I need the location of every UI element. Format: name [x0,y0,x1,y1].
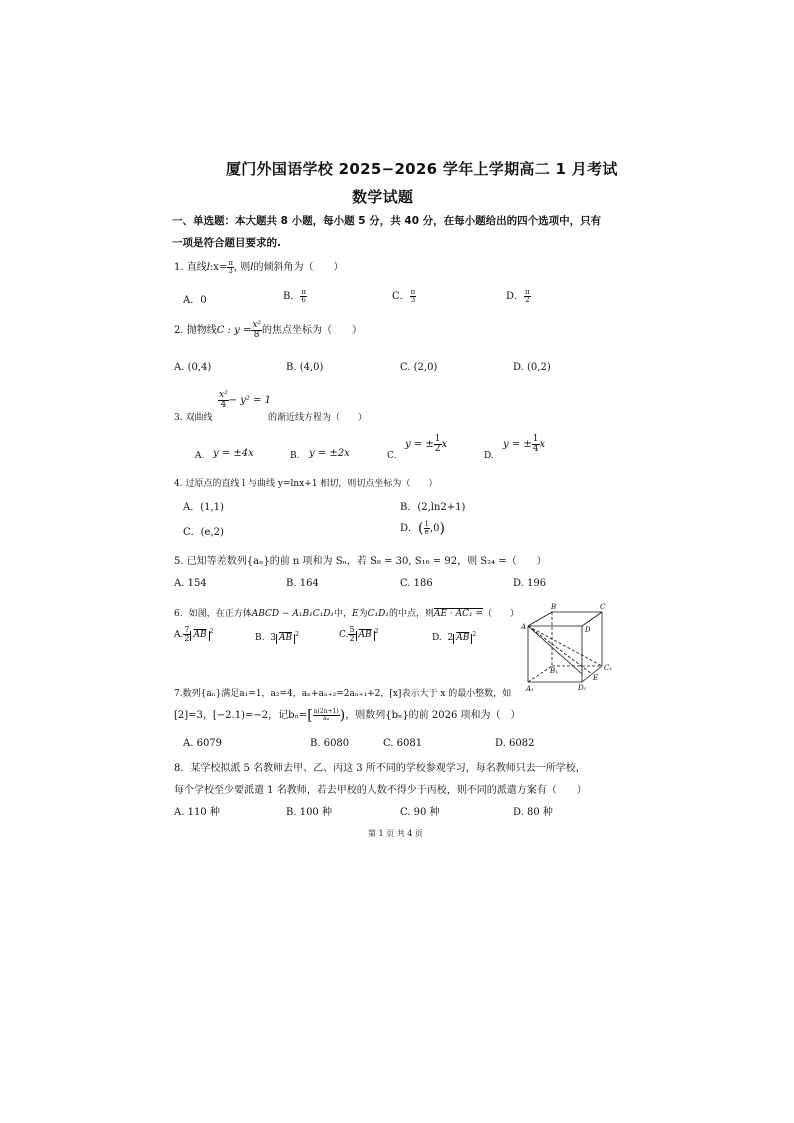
question-7-option-a[interactable]: A. 6079 [183,738,223,749]
question-7-line1: 7.数列{aₙ}满足a₁=1，a₂=4，aₙ+aₙ₊₂=2aₙ₊₁+2，[x]表示大于 x 的最小整数，如 [174,689,512,699]
figure-label-c: C [600,603,606,611]
question-3-option-d[interactable]: D. [484,451,494,461]
question-5-option-c[interactable]: C. 186 [400,578,433,589]
question-8-line2: 每个学校至少要派遣 1 名教师，若去甲校的人数不得少于丙校，则不同的派遣方案有（ ） [174,785,587,796]
page-footer: 第 1 页 共 4 页 [368,829,423,838]
question-2-option-d[interactable]: D. (0,2) [513,362,551,373]
question-2-option-c[interactable]: C. (2,0) [400,362,438,373]
question-1-option-d[interactable]: D． $\frac{\pi}{2}$ [506,288,530,304]
question-7-option-b[interactable]: B. 6080 [310,738,350,749]
question-4-option-d[interactable]: D．( $\frac{1}{e}$ ,0) [400,520,445,537]
question-3-option-d-value[interactable]: y = ± $\frac{1}{4}$ x [503,434,546,454]
figure-label-d1: D₁ [578,684,587,692]
question-5-option-a[interactable]: A. 154 [174,578,207,589]
question-4-stem: 4. 过原点的直线 l 与曲线 y=lnx+1 相切，则切点坐标为（ ） [174,479,438,489]
question-7-line2: [2]=3，[−2.1)=−2，记bₙ=[ $\frac{n(2n+1)}{\text{aₙ}}$ )，则数列{bₙ}的前 2026 项和为（ ） [174,707,521,724]
question-6-option-d[interactable]: D. 2 $\overline{AB}$ $^2$ [432,631,477,643]
question-5-option-d[interactable]: D. 196 [513,578,547,589]
section-heading-line1: 一、单选题：本大题共 8 小题，每小题 5 分，共 40 分，在每小题给出的四个选项中，只有 [172,215,602,227]
cube-figure [518,600,622,696]
section-heading-line2: 一项是符合题目要求的. [172,237,281,249]
figure-label-a1: A₁ [526,685,534,693]
figure-label-d: D [585,626,591,634]
question-7-option-d[interactable]: D. 6082 [495,738,535,749]
question-3-option-c-value[interactable]: y = ± $\frac{1}{2}$ x [405,434,448,454]
question-4-option-c[interactable]: C．(e,2) [183,527,224,538]
question-8-option-c[interactable]: C. 90 种 [400,807,440,818]
question-1-option-b[interactable]: B． $\frac{\pi}{6}$ [283,288,306,304]
exam-title: 厦门外国语学校 2025−2026 学年上学期高二 1 月考试 [226,160,618,178]
question-3-option-b[interactable]: B. [290,451,300,461]
question-1-option-c[interactable]: C． $\frac{\pi}{3}$ [392,288,416,304]
question-8-line1: 8．某学校拟派 5 名教师去甲、乙、丙这 3 所不同的学校参观学习，每名教师只去一所学校， [174,763,586,774]
question-8-option-a[interactable]: A. 110 种 [174,807,220,818]
question-7-option-c[interactable]: C. 6081 [383,738,423,749]
question-1-stem: 1. 直线l:x= $\frac{\pi}{3}$ , 则l的倾斜角为（ ） [174,259,344,275]
figure-label-b1: B₁ [550,667,558,675]
question-2-option-a[interactable]: A. (0,4) [174,362,212,373]
figure-label-e: E [593,674,599,682]
figure-label-c1: C₁ [604,664,613,672]
question-3-option-c[interactable]: C. [387,451,397,461]
question-3-option-a-value[interactable]: y = ±4x [213,448,254,459]
question-6-option-b[interactable]: B. 3 $\overline{AB}$ $^2$ [255,631,299,643]
exam-subtitle: 数学试题 [352,188,414,206]
question-4-option-b[interactable]: B．(2,ln2+1) [400,502,466,513]
question-2-option-b[interactable]: B. (4,0) [286,362,324,373]
question-3-stem: 3. 双曲线 [174,413,213,423]
question-6-option-c[interactable]: C. $\frac{5}{2}$ $\overline{AB}$ $^2$ [339,625,379,643]
figure-label-a: A [521,623,527,631]
question-2-stem: 2. 抛物线C : y = $\frac{\text{x²}}{8}$ 的焦点坐标为（ ） [174,320,363,340]
question-8-option-d[interactable]: D. 80 种 [513,807,553,818]
question-3-equation: $\frac{\text{x²}}{4}$ − y² = 1 [219,390,272,410]
question-8-option-b[interactable]: B. 100 种 [286,807,332,818]
question-3-stem-tail: 的渐近线方程为（ ） [268,413,368,423]
question-3-option-b-value[interactable]: y = ±2x [309,448,350,459]
figure-label-b: B [551,603,557,611]
question-6-stem: 6．如图，在正方体ABCD − A₁B₁C₁D₁中，E为C₁D₁的中点，则AE · AC₁ =（ ） [174,609,520,619]
question-6-option-a[interactable]: A. $\frac{7}{2}$ $\overline{AB}$ $^2$ [174,625,214,643]
question-1-option-a[interactable]: A．0 [183,295,207,306]
question-5-stem: 5. 已知等差数列{aₙ}的前 n 项和为 Sₙ，若 S₈ = 30, S₁₆ = 92，则 S₂₄ =（ ） [174,556,547,567]
question-5-option-b[interactable]: B. 164 [286,578,319,589]
question-4-option-a[interactable]: A．(1,1) [183,502,224,513]
question-3-option-a[interactable]: A. [195,451,205,461]
